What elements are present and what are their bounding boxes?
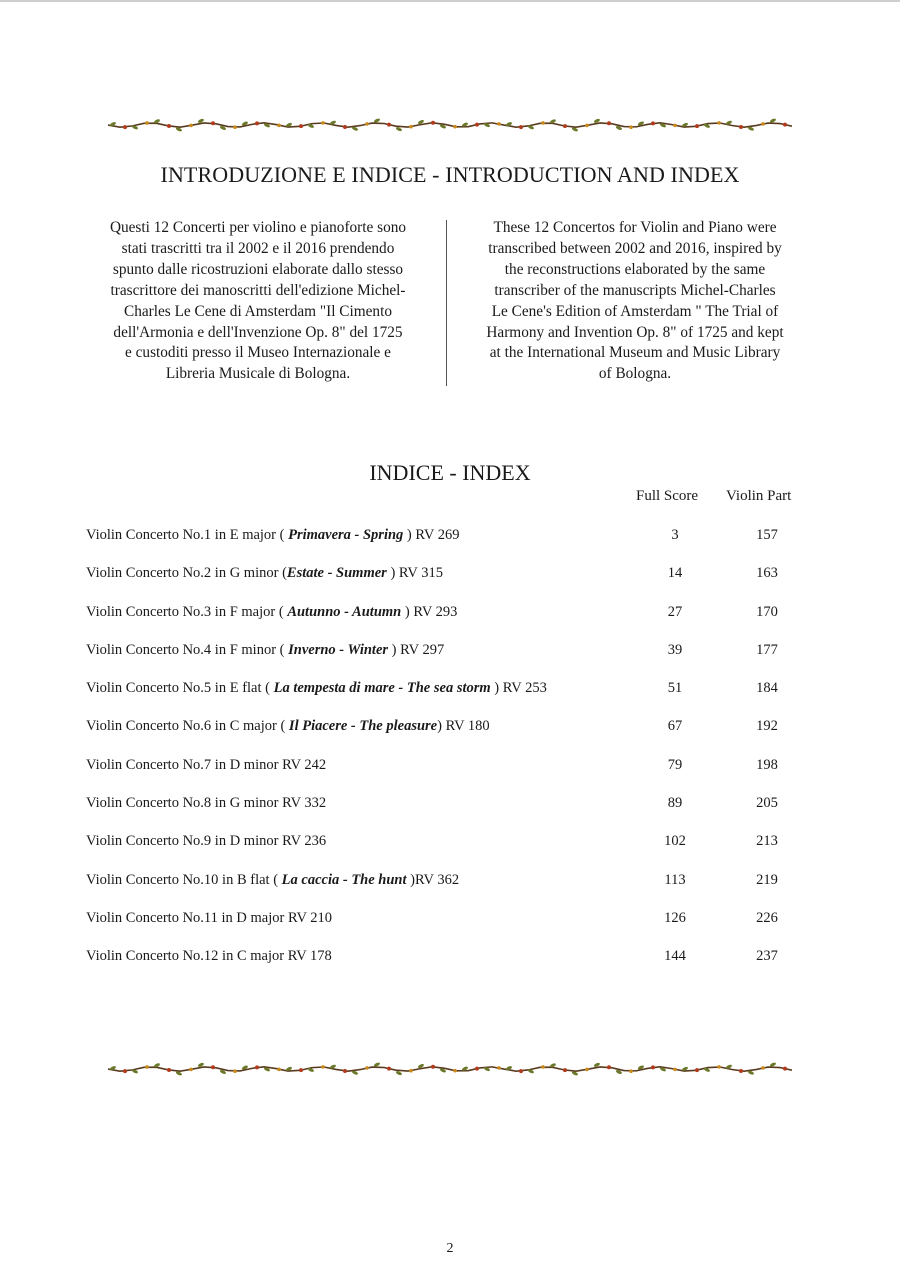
full-score-page: 51	[667, 680, 683, 697]
concerto-title	[86, 642, 444, 659]
full-score-page: 39	[667, 641, 683, 658]
intro-italian-line: dell'Armonia e dell'Invenzione Op. 8" del 1725	[113, 323, 403, 341]
index-row	[0, 642, 900, 680]
concerto-title-text: Violin Concerto No.3 in F major (	[86, 603, 288, 620]
violin-part-page: 213	[756, 833, 778, 850]
concerto-title-text: Violin Concerto No.1 in E major (	[86, 527, 289, 543]
concerto-title-text: Violin Concerto No.11 in D major RV 210	[86, 909, 333, 926]
concerto-title	[86, 910, 332, 927]
page-number: 2	[446, 1241, 454, 1256]
concerto-title	[86, 527, 459, 544]
concerto-title	[86, 872, 459, 889]
concerto-catalog: )RV 362	[406, 871, 460, 888]
full-score-page: 89	[667, 795, 683, 812]
concerto-title	[86, 795, 326, 812]
full-score-page: 113	[664, 871, 686, 888]
concerto-title-text: Violin Concerto No.2 in G minor (	[86, 565, 287, 582]
index-row	[0, 565, 900, 603]
full-score-page: 3	[671, 527, 679, 543]
full-score-page: 79	[667, 756, 683, 773]
full-score-page: 144	[664, 948, 686, 965]
intro-italian-text	[80, 218, 436, 385]
concerto-subtitle: Il Piacere - The pleasure	[288, 718, 438, 735]
concerto-catalog: ) RV 269	[403, 527, 460, 543]
intro-english-line: Harmony and Invention Op. 8" of 1725 and kept	[486, 323, 784, 341]
violin-part-page: 184	[756, 680, 778, 697]
concerto-title	[86, 948, 332, 965]
concerto-subtitle: La tempesta di mare - The sea storm	[273, 680, 491, 697]
violin-part-page: 198	[756, 756, 778, 773]
intro-heading: INTRODUZIONE E INDICE - INTRODUCTION AND INDEX	[160, 162, 740, 187]
concerto-subtitle: Primavera - Spring	[288, 527, 404, 543]
violin-part-page: 177	[756, 641, 778, 658]
concerto-title	[86, 833, 326, 850]
full-score-page: 27	[667, 603, 683, 620]
concerto-title-text: Violin Concerto No.7 in D minor RV 242	[86, 756, 327, 773]
intro-english-text	[454, 218, 816, 385]
intro-italian-line: Questi 12 Concerti per violino e pianoforte sono	[109, 219, 407, 236]
index-row	[0, 833, 900, 871]
violin-part-page: 163	[756, 565, 778, 582]
concerto-catalog: ) RV 297	[388, 641, 445, 658]
concerto-title-text: Violin Concerto No.6 in C major (	[86, 718, 289, 735]
concerto-subtitle: La caccia - The hunt	[281, 871, 407, 888]
concerto-title	[86, 680, 547, 697]
violin-part-column-header: Violin Part	[726, 488, 792, 504]
index-row	[0, 872, 900, 910]
column-divider	[446, 220, 447, 386]
index-row	[0, 795, 900, 833]
concerto-title-text: Violin Concerto No.4 in F minor (	[86, 641, 289, 658]
concerto-subtitle: Autunno - Autumn	[287, 603, 402, 620]
garland-divider-top	[108, 118, 792, 132]
intro-english-line: the reconstructions elaborated by the same	[504, 260, 766, 278]
index-row	[0, 680, 900, 718]
concerto-catalog: ) RV 293	[401, 603, 458, 620]
concerto-subtitle: Estate - Summer	[286, 565, 387, 582]
full-score-page: 102	[664, 833, 686, 850]
index-row	[0, 910, 900, 948]
index-row	[0, 718, 900, 756]
index-row	[0, 527, 900, 565]
intro-english-line: Le Cene's Edition of Amsterdam " The Trial of	[491, 302, 779, 320]
violin-part-page: 170	[756, 603, 778, 620]
intro-english-line: transcriber of the manuscripts Michel-Charles	[494, 281, 776, 299]
violin-part-page: 157	[756, 527, 778, 543]
concerto-subtitle: Inverno - Winter	[288, 641, 389, 658]
violin-part-page: 219	[756, 871, 778, 888]
intro-section	[80, 218, 820, 388]
violin-part-page: 237	[756, 948, 778, 965]
intro-english-line: These 12 Concertos for Violin and Piano were	[493, 219, 777, 236]
intro-italian-line: spunto dalle ricostruzioni elaborate dallo stesso	[112, 260, 404, 278]
intro-italian-line: e custoditi presso il Museo Internazionale e	[125, 344, 391, 362]
concerto-catalog: ) RV 253	[490, 680, 547, 697]
intro-italian-line: trascrittore dei manoscritti dell'edizione Michel-	[110, 281, 406, 299]
concerto-catalog: ) RV 180	[437, 718, 490, 735]
concerto-title-text: Violin Concerto No.10 in B flat (	[86, 871, 282, 888]
index-heading: INDICE - INDEX	[369, 460, 531, 485]
full-score-page: 126	[664, 909, 686, 926]
full-score-page: 67	[667, 718, 683, 735]
index-row	[0, 948, 900, 986]
violin-part-page: 226	[756, 909, 778, 926]
concerto-title	[86, 565, 443, 582]
index-row	[0, 604, 900, 642]
intro-italian-line: stati trascritti tra il 2002 e il 2016 prendendo	[121, 239, 395, 257]
intro-italian-line: Libreria Musicale di Bologna.	[165, 365, 351, 383]
intro-english-line: transcribed between 2002 and 2016, inspired by	[488, 239, 782, 257]
page-top-edge	[0, 0, 900, 2]
concerto-title-text: Violin Concerto No.9 in D minor RV 236	[86, 833, 327, 850]
concerto-title	[86, 757, 326, 774]
violin-part-page: 192	[756, 718, 778, 735]
intro-english-line: at the International Museum and Music Library	[489, 344, 781, 362]
full-score-column-header: Full Score	[636, 488, 699, 504]
concerto-title-text: Violin Concerto No.8 in G minor RV 332	[86, 795, 327, 812]
index-table	[0, 527, 900, 987]
violin-part-page: 205	[756, 795, 778, 812]
concerto-title	[86, 718, 490, 735]
concerto-title-text: Violin Concerto No.12 in C major RV 178	[86, 948, 332, 965]
concerto-catalog: ) RV 315	[386, 565, 443, 582]
garland-divider-bottom	[108, 1062, 792, 1076]
index-row	[0, 757, 900, 795]
full-score-page: 14	[667, 565, 683, 582]
intro-english-line: of Bologna.	[598, 365, 672, 383]
intro-italian-line: Charles Le Cene di Amsterdam "Il Cimento	[124, 302, 392, 320]
concerto-title	[86, 604, 457, 621]
concerto-title-text: Violin Concerto No.5 in E flat (	[86, 680, 274, 697]
